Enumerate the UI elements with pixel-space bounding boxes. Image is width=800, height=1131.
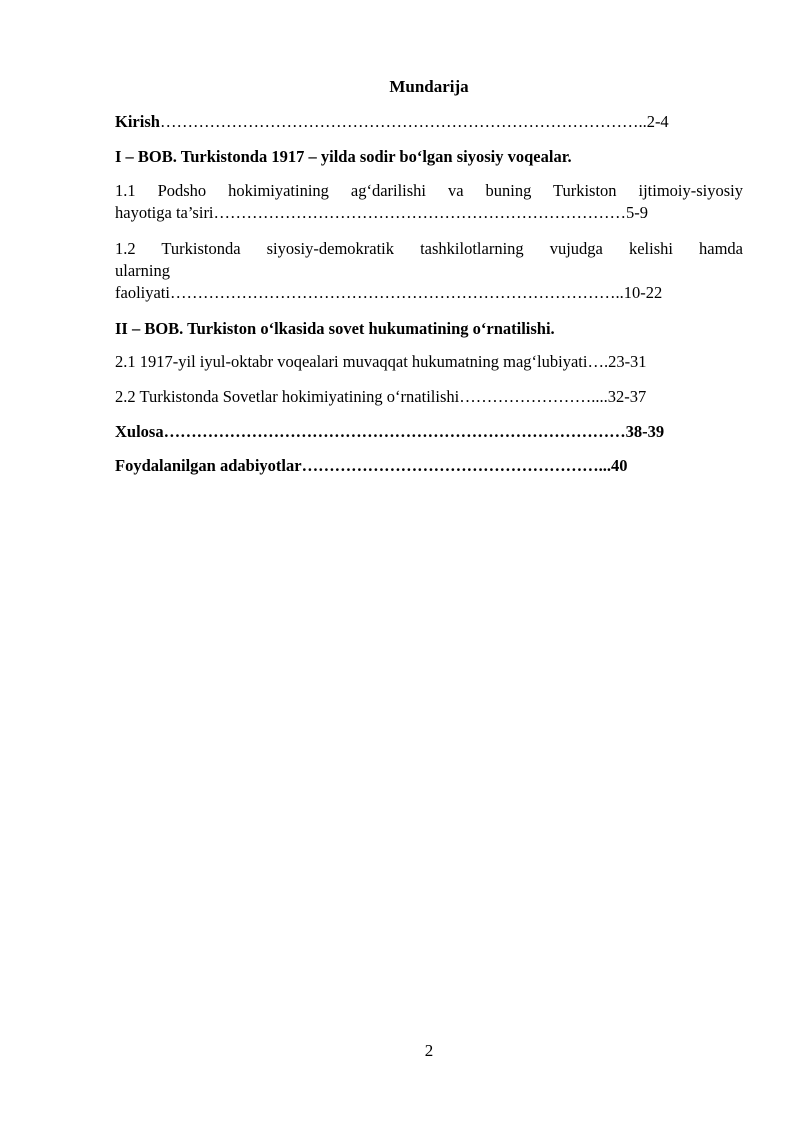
toc-entry-line: hayotiga ta’siri…………………………………………………………………5-9 — [115, 203, 649, 222]
toc-entry-label: Kirish — [115, 112, 160, 131]
chapter-1-heading[interactable]: I – BOB. Turkistonda 1917 – yilda sodir bo‘lgan siyosiy voqealar. — [115, 147, 572, 166]
toc-entry-1-2[interactable] — [115, 238, 743, 304]
toc-entry-line: faoliyati………………………………………………………………………..10-22 — [115, 283, 663, 302]
page-title: Mundarija — [389, 77, 469, 96]
page-number: 2 — [424, 1041, 434, 1060]
toc-entry-line: ularning — [115, 261, 170, 280]
toc-entry-line: 1.2 Turkistonda siyosiy-demokratik tashkilotlarning vujudga kelishi hamda — [115, 239, 743, 258]
toc-entry-line: 1.1 Podsho hokimiyatining ag‘darilishi va buning Turkiston ijtimoiy-siyosiy — [115, 181, 743, 200]
toc-entry-2-1[interactable]: 2.1 1917-yil iyul-oktabr voqealari muvaqqat hukumatning mag‘lubiyati….23-31 — [115, 352, 647, 371]
toc-entry-kirish[interactable] — [115, 111, 743, 133]
toc-entry-1-1[interactable] — [115, 180, 743, 224]
toc-leader-dots: …………………………………………………………………………….. — [159, 112, 647, 131]
chapter-2-heading[interactable]: II – BOB. Turkiston o‘lkasida sovet hukumatining o‘rnatilishi. — [115, 319, 555, 338]
toc-entry-adabiyotlar[interactable]: Foydalanilgan adabiyotlar………………………………………………...40 — [115, 456, 628, 475]
toc-entry-2-2[interactable]: 2.2 Turkistonda Sovetlar hokimiyatining o‘rnatilishi……………………....32-37 — [115, 387, 647, 406]
toc-page-range: 2-4 — [646, 112, 669, 131]
toc-entry-xulosa[interactable]: Xulosa…………………………………………………………………………38-39 — [115, 422, 665, 441]
